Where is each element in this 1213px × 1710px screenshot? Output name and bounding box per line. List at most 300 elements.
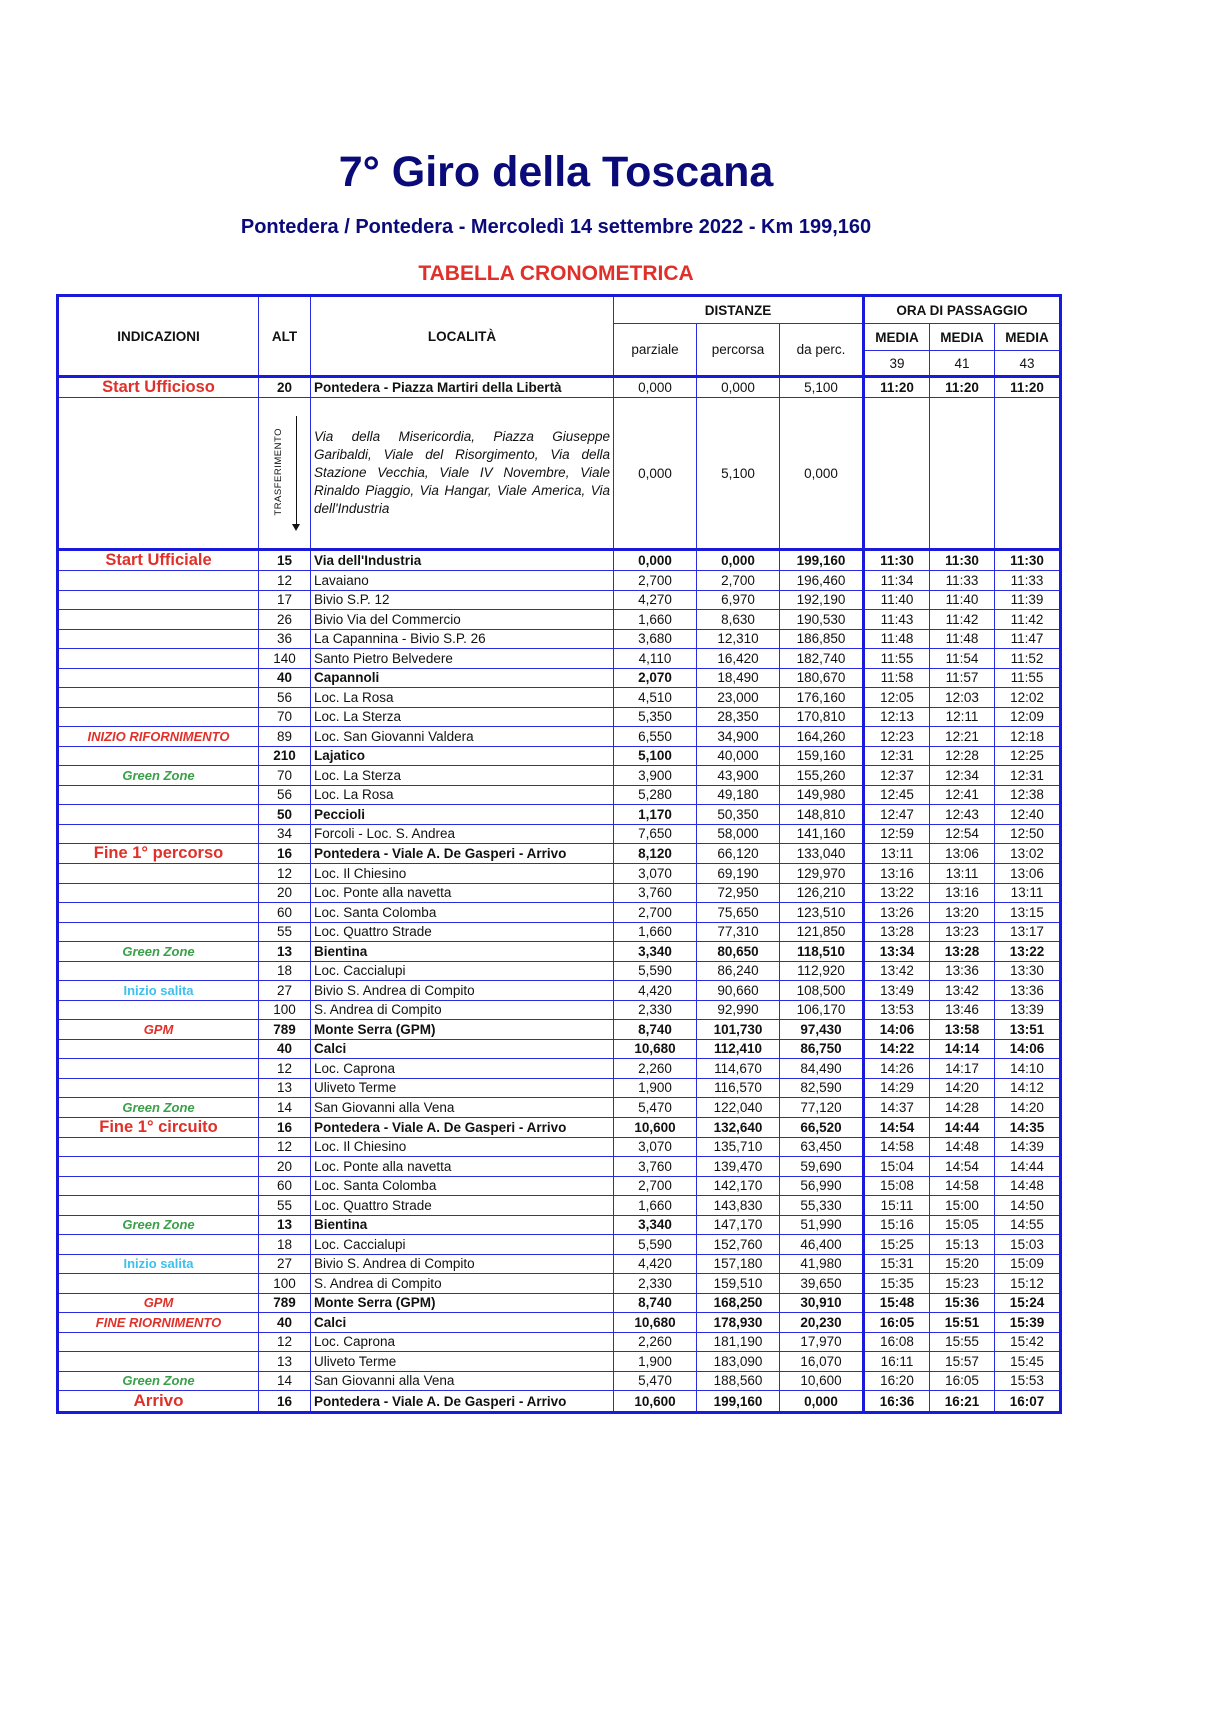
dist-parziale: 3,340	[614, 1215, 697, 1235]
dist-parziale: 2,330	[614, 1000, 697, 1020]
time-39: 11:34	[864, 571, 930, 591]
dist-parziale: 2,070	[614, 668, 697, 688]
table-row-transfer	[58, 398, 1061, 550]
time-43: 16:07	[995, 1391, 1061, 1413]
time-39: 15:11	[864, 1196, 930, 1216]
location: Monte Serra (GPM)	[311, 1020, 614, 1040]
transfer-route: Via della Misericordia, Piazza Giuseppe Garibaldi, Viale del Risorgimento, Via della Stazione Vecchia, Viale IV Novembre, Viale Rinaldo Piaggio, Via Hangar, Viale America, Via dell'Industria	[311, 398, 614, 550]
time-43: 14:06	[995, 1039, 1061, 1059]
altitude: 13	[259, 1215, 311, 1235]
dist-parziale: 2,260	[614, 1059, 697, 1079]
time-41: 11:57	[930, 668, 995, 688]
table-row	[58, 766, 1061, 786]
altitude: 13	[259, 1352, 311, 1372]
dist-parziale: 0,000	[614, 377, 697, 398]
dist-parziale: 10,600	[614, 1391, 697, 1413]
dist-percorsa: 75,650	[697, 903, 780, 923]
table-row	[58, 1215, 1061, 1235]
timetable	[56, 294, 1062, 1414]
time-41: 14:44	[930, 1117, 995, 1137]
time-43: 15:39	[995, 1313, 1061, 1333]
time-43: 14:20	[995, 1098, 1061, 1118]
dist-da-perc: 199,160	[780, 550, 864, 571]
dist-da-perc: 66,520	[780, 1117, 864, 1137]
dist-parziale: 5,470	[614, 1371, 697, 1391]
dist-percorsa: 178,930	[697, 1313, 780, 1333]
time-43: 13:51	[995, 1020, 1061, 1040]
dist-percorsa: 181,190	[697, 1332, 780, 1352]
altitude: 36	[259, 629, 311, 649]
time-41: 14:14	[930, 1039, 995, 1059]
indication-label: Green Zone	[122, 767, 195, 783]
dist-parziale: 5,280	[614, 785, 697, 805]
time-43: 11:52	[995, 649, 1061, 669]
time-43: 11:42	[995, 610, 1061, 630]
table-row	[58, 1020, 1061, 1040]
dist-da-perc: 0,000	[780, 1391, 864, 1413]
time-43: 12:02	[995, 688, 1061, 708]
altitude: 40	[259, 1313, 311, 1333]
dist-parziale: 6,550	[614, 727, 697, 747]
header-percorsa: percorsa	[697, 324, 780, 377]
time-41: 11:42	[930, 610, 995, 630]
dist-parziale: 1,660	[614, 1196, 697, 1216]
time-39: 14:06	[864, 1020, 930, 1040]
altitude: 27	[259, 981, 311, 1001]
location: Peccioli	[311, 805, 614, 825]
location: Loc. Caprona	[311, 1332, 614, 1352]
time-41: 14:20	[930, 1078, 995, 1098]
altitude: 210	[259, 746, 311, 766]
dist-percorsa: 142,170	[697, 1176, 780, 1196]
table-row	[58, 629, 1061, 649]
altitude: 55	[259, 1196, 311, 1216]
table-row	[58, 1078, 1061, 1098]
table-row	[58, 864, 1061, 884]
table-row	[58, 1196, 1061, 1216]
altitude: 26	[259, 610, 311, 630]
location: Loc. San Giovanni Valdera	[311, 727, 614, 747]
dist-percorsa: 77,310	[697, 922, 780, 942]
dist-percorsa: 12,310	[697, 629, 780, 649]
time-41: 16:21	[930, 1391, 995, 1413]
dist-da-perc: 86,750	[780, 1039, 864, 1059]
time-43: 14:12	[995, 1078, 1061, 1098]
time-43: 14:48	[995, 1176, 1061, 1196]
location: Monte Serra (GPM)	[311, 1293, 614, 1313]
time-41: 12:11	[930, 707, 995, 727]
dist-parziale: 3,340	[614, 942, 697, 962]
location: Bientina	[311, 942, 614, 962]
dist-percorsa: 34,900	[697, 727, 780, 747]
altitude: 89	[259, 727, 311, 747]
table-row	[58, 1137, 1061, 1157]
table-row	[58, 922, 1061, 942]
altitude: 55	[259, 922, 311, 942]
dist-da-perc: 17,970	[780, 1332, 864, 1352]
arrowhead-icon	[292, 524, 300, 531]
time-39: 14:58	[864, 1137, 930, 1157]
dist-parziale: 10,600	[614, 1117, 697, 1137]
time-43: 14:55	[995, 1215, 1061, 1235]
location: Pontedera - Piazza Martiri della Libertà	[311, 377, 614, 398]
location: Loc. Santa Colomba	[311, 1176, 614, 1196]
location: Loc. Ponte alla navetta	[311, 883, 614, 903]
time-39: 15:04	[864, 1157, 930, 1177]
time-41: 14:54	[930, 1157, 995, 1177]
dist-da-perc: 164,260	[780, 727, 864, 747]
time-39: 14:54	[864, 1117, 930, 1137]
location: Loc. Santa Colomba	[311, 903, 614, 923]
header-indicazioni: INDICAZIONI	[58, 296, 259, 377]
time-41: 13:16	[930, 883, 995, 903]
dist-da-perc: 190,530	[780, 610, 864, 630]
time-39: 13:26	[864, 903, 930, 923]
time-41: 12:28	[930, 746, 995, 766]
dist-percorsa: 101,730	[697, 1020, 780, 1040]
dist-parziale: 3,070	[614, 1137, 697, 1157]
time-43: 13:11	[995, 883, 1061, 903]
dist-parziale: 2,330	[614, 1274, 697, 1294]
table-row	[58, 942, 1061, 962]
dist-parziale: 4,110	[614, 649, 697, 669]
dist-parziale: 3,070	[614, 864, 697, 884]
dist-parziale: 1,660	[614, 922, 697, 942]
dist-da-perc: 129,970	[780, 864, 864, 884]
time-41: 13:23	[930, 922, 995, 942]
time-43: 12:31	[995, 766, 1061, 786]
table-row	[58, 1039, 1061, 1059]
time-39: 12:47	[864, 805, 930, 825]
dist-percorsa: 16,420	[697, 649, 780, 669]
table-row	[58, 1371, 1061, 1391]
location: Loc. Quattro Strade	[311, 1196, 614, 1216]
time-43: 14:35	[995, 1117, 1061, 1137]
time-41: 13:58	[930, 1020, 995, 1040]
altitude: 34	[259, 824, 311, 844]
dist-da-perc: 133,040	[780, 844, 864, 864]
time-41: 11:20	[930, 377, 995, 398]
time-41: 13:11	[930, 864, 995, 884]
table-row	[58, 1117, 1061, 1137]
time-39: 13:28	[864, 922, 930, 942]
location: Bientina	[311, 1215, 614, 1235]
dist-da-perc: 56,990	[780, 1176, 864, 1196]
altitude: 140	[259, 649, 311, 669]
dist-percorsa: 80,650	[697, 942, 780, 962]
location: Loc. Il Chiesino	[311, 1137, 614, 1157]
time-41: 12:21	[930, 727, 995, 747]
time-39: 13:22	[864, 883, 930, 903]
altitude: 789	[259, 1293, 311, 1313]
location: Uliveto Terme	[311, 1078, 614, 1098]
table-title: TABELLA CRONOMETRICA	[418, 262, 694, 285]
dist-parziale: 2,700	[614, 1176, 697, 1196]
dist-da-perc: 84,490	[780, 1059, 864, 1079]
location: Lavaiano	[311, 571, 614, 591]
dist-parziale: 2,700	[614, 571, 697, 591]
header-speed-41: 41	[930, 351, 995, 377]
time-43: 15:24	[995, 1293, 1061, 1313]
dist-parziale: 5,590	[614, 961, 697, 981]
dist-percorsa: 147,170	[697, 1215, 780, 1235]
time-39: 12:37	[864, 766, 930, 786]
dist-percorsa: 18,490	[697, 668, 780, 688]
dist-percorsa: 72,950	[697, 883, 780, 903]
dist-da-perc: 82,590	[780, 1078, 864, 1098]
time-43: 11:20	[995, 377, 1061, 398]
time-43: 13:36	[995, 981, 1061, 1001]
dist-parziale: 10,680	[614, 1313, 697, 1333]
dist-da-perc: 148,810	[780, 805, 864, 825]
altitude: 18	[259, 961, 311, 981]
time-39: 12:13	[864, 707, 930, 727]
dist-da-perc: 170,810	[780, 707, 864, 727]
time-39: 14:22	[864, 1039, 930, 1059]
dist-da-perc: 51,990	[780, 1215, 864, 1235]
time-43: 12:40	[995, 805, 1061, 825]
dist-da-perc: 126,210	[780, 883, 864, 903]
transfer-marker	[259, 398, 311, 550]
altitude: 14	[259, 1098, 311, 1118]
altitude: 20	[259, 377, 311, 398]
table-row	[58, 1059, 1061, 1079]
time-39: 11:48	[864, 629, 930, 649]
dist-parziale: 8,120	[614, 844, 697, 864]
time-41: 12:43	[930, 805, 995, 825]
time-43: 15:42	[995, 1332, 1061, 1352]
time-43: 14:39	[995, 1137, 1061, 1157]
table-row	[58, 1254, 1061, 1274]
dist-parziale: 5,350	[614, 707, 697, 727]
dist-parziale: 4,510	[614, 688, 697, 708]
dist-da-perc: 186,850	[780, 629, 864, 649]
altitude: 16	[259, 844, 311, 864]
time-43: 12:25	[995, 746, 1061, 766]
time-43: 15:12	[995, 1274, 1061, 1294]
dist-da-perc: 63,450	[780, 1137, 864, 1157]
time-39: 13:16	[864, 864, 930, 884]
time-39: 11:55	[864, 649, 930, 669]
time-39: 14:37	[864, 1098, 930, 1118]
time-41: 15:00	[930, 1196, 995, 1216]
time-41: 15:05	[930, 1215, 995, 1235]
dist-da-perc: 121,850	[780, 922, 864, 942]
altitude: 100	[259, 1000, 311, 1020]
altitude: 56	[259, 688, 311, 708]
dist-percorsa: 132,640	[697, 1117, 780, 1137]
table-row	[58, 981, 1061, 1001]
altitude: 12	[259, 571, 311, 591]
altitude: 17	[259, 590, 311, 610]
location: Uliveto Terme	[311, 1352, 614, 1372]
location: Pontedera - Viale A. De Gasperi - Arrivo	[311, 1117, 614, 1137]
time-43: 11:30	[995, 550, 1061, 571]
time-43: 13:17	[995, 922, 1061, 942]
dist-parziale: 2,260	[614, 1332, 697, 1352]
dist-percorsa: 116,570	[697, 1078, 780, 1098]
altitude: 14	[259, 1371, 311, 1391]
table-row	[58, 1313, 1061, 1333]
time-41: 13:20	[930, 903, 995, 923]
dist-percorsa: 69,190	[697, 864, 780, 884]
dist-parziale: 0,000	[614, 550, 697, 571]
time-39: 15:08	[864, 1176, 930, 1196]
time-43: 14:50	[995, 1196, 1061, 1216]
time-41: 14:58	[930, 1176, 995, 1196]
dist-da-perc: 77,120	[780, 1098, 864, 1118]
dist-percorsa: 152,760	[697, 1235, 780, 1255]
dist-da-perc: 159,160	[780, 746, 864, 766]
time-39: 13:53	[864, 1000, 930, 1020]
table-row	[58, 610, 1061, 630]
indication-label: INIZIO RIFORNIMENTO	[87, 728, 230, 744]
altitude: 70	[259, 766, 311, 786]
race-subtitle: Pontedera / Pontedera - Mercoledì 14 settembre 2022 - Km 199,160	[240, 216, 872, 238]
time-39: 15:16	[864, 1215, 930, 1235]
location: Loc. Caccialupi	[311, 961, 614, 981]
time-39: 12:31	[864, 746, 930, 766]
time-41: 12:54	[930, 824, 995, 844]
time-39: 11:40	[864, 590, 930, 610]
altitude: 50	[259, 805, 311, 825]
location: Bivio S.P. 12	[311, 590, 614, 610]
table-row	[58, 746, 1061, 766]
time-43: 13:39	[995, 1000, 1061, 1020]
altitude: 13	[259, 1078, 311, 1098]
dist-parziale: 1,900	[614, 1078, 697, 1098]
dist-da-perc: 123,510	[780, 903, 864, 923]
altitude: 40	[259, 668, 311, 688]
time-43: 15:53	[995, 1371, 1061, 1391]
altitude: 27	[259, 1254, 311, 1274]
time-43: 14:10	[995, 1059, 1061, 1079]
location: Bivio S. Andrea di Compito	[311, 1254, 614, 1274]
indication-label: Inizio salita	[123, 982, 194, 998]
dist-parziale: 3,760	[614, 1157, 697, 1177]
dist-da-perc: 59,690	[780, 1157, 864, 1177]
time-43: 13:02	[995, 844, 1061, 864]
time-41: 12:03	[930, 688, 995, 708]
location: Forcoli - Loc. S. Andrea	[311, 824, 614, 844]
time-41: 13:28	[930, 942, 995, 962]
location: Calci	[311, 1313, 614, 1333]
time-43: 11:55	[995, 668, 1061, 688]
table-row	[58, 1293, 1061, 1313]
dist-percorsa: 135,710	[697, 1137, 780, 1157]
dist-da-perc: 16,070	[780, 1352, 864, 1372]
time-41: 13:06	[930, 844, 995, 864]
dist-da-perc: 30,910	[780, 1293, 864, 1313]
time-43: 12:50	[995, 824, 1061, 844]
dist-parziale: 5,590	[614, 1235, 697, 1255]
altitude: 20	[259, 1157, 311, 1177]
time-43: 11:33	[995, 571, 1061, 591]
location: Capannoli	[311, 668, 614, 688]
location: Via dell'Industria	[311, 550, 614, 571]
dist-parziale: 4,420	[614, 981, 697, 1001]
altitude: 13	[259, 942, 311, 962]
time-41: 11:54	[930, 649, 995, 669]
time-39: 14:29	[864, 1078, 930, 1098]
table-row	[58, 1391, 1061, 1413]
indication-label: FINE RIORNIMENTO	[95, 1314, 222, 1330]
time-41: 15:55	[930, 1332, 995, 1352]
time-41: 13:42	[930, 981, 995, 1001]
dist-percorsa: 159,510	[697, 1274, 780, 1294]
indication-label: Inizio salita	[123, 1256, 194, 1272]
table-row	[58, 844, 1061, 864]
indication-label: Start Ufficioso	[102, 378, 215, 396]
altitude: 18	[259, 1235, 311, 1255]
altitude: 12	[259, 1059, 311, 1079]
dist-parziale: 2,700	[614, 903, 697, 923]
table-row-start-ufficioso	[58, 377, 1061, 398]
location: Bivio Via del Commercio	[311, 610, 614, 630]
time-39: 13:42	[864, 961, 930, 981]
altitude: 56	[259, 785, 311, 805]
time-39: 13:49	[864, 981, 930, 1001]
time-39: 12:45	[864, 785, 930, 805]
time-41: 11:40	[930, 590, 995, 610]
dist-parziale: 3,680	[614, 629, 697, 649]
header-distanze: DISTANZE	[614, 296, 864, 324]
time-39: 12:23	[864, 727, 930, 747]
altitude: 60	[259, 1176, 311, 1196]
altitude: 40	[259, 1039, 311, 1059]
time-39: 13:11	[864, 844, 930, 864]
dist-da-perc: 108,500	[780, 981, 864, 1001]
table-row	[58, 707, 1061, 727]
dist-percorsa: 139,470	[697, 1157, 780, 1177]
location: Santo Pietro Belvedere	[311, 649, 614, 669]
time-43: 12:38	[995, 785, 1061, 805]
location: San Giovanni alla Vena	[311, 1098, 614, 1118]
dist-percorsa: 122,040	[697, 1098, 780, 1118]
time-39: 12:05	[864, 688, 930, 708]
time-41: 15:57	[930, 1352, 995, 1372]
dist-percorsa: 23,000	[697, 688, 780, 708]
table-row	[58, 550, 1061, 571]
transfer-label: TRASFERIMENTO	[273, 428, 284, 516]
dist-parziale: 8,740	[614, 1020, 697, 1040]
header-alt: ALT	[259, 296, 311, 377]
altitude: 16	[259, 1117, 311, 1137]
time-39: 16:08	[864, 1332, 930, 1352]
table-row	[58, 649, 1061, 669]
dist-da-perc: 10,600	[780, 1371, 864, 1391]
table-row	[58, 668, 1061, 688]
location: San Giovanni alla Vena	[311, 1371, 614, 1391]
location: Pontedera - Viale A. De Gasperi - Arrivo	[311, 844, 614, 864]
header-localita: LOCALITÀ	[311, 296, 614, 377]
table-row	[58, 688, 1061, 708]
location: Loc. Quattro Strade	[311, 922, 614, 942]
time-41: 15:20	[930, 1254, 995, 1274]
dist-percorsa: 43,900	[697, 766, 780, 786]
dist-parziale: 3,900	[614, 766, 697, 786]
time-41: 16:05	[930, 1371, 995, 1391]
table-row	[58, 785, 1061, 805]
time-41: 13:46	[930, 1000, 995, 1020]
indication-label: Fine 1° percorso	[93, 844, 224, 862]
location: Loc. La Sterza	[311, 766, 614, 786]
dist-parziale: 1,660	[614, 610, 697, 630]
header-da-perc: da perc.	[780, 324, 864, 377]
table-row	[58, 824, 1061, 844]
dist-percorsa: 86,240	[697, 961, 780, 981]
time-43: 11:47	[995, 629, 1061, 649]
